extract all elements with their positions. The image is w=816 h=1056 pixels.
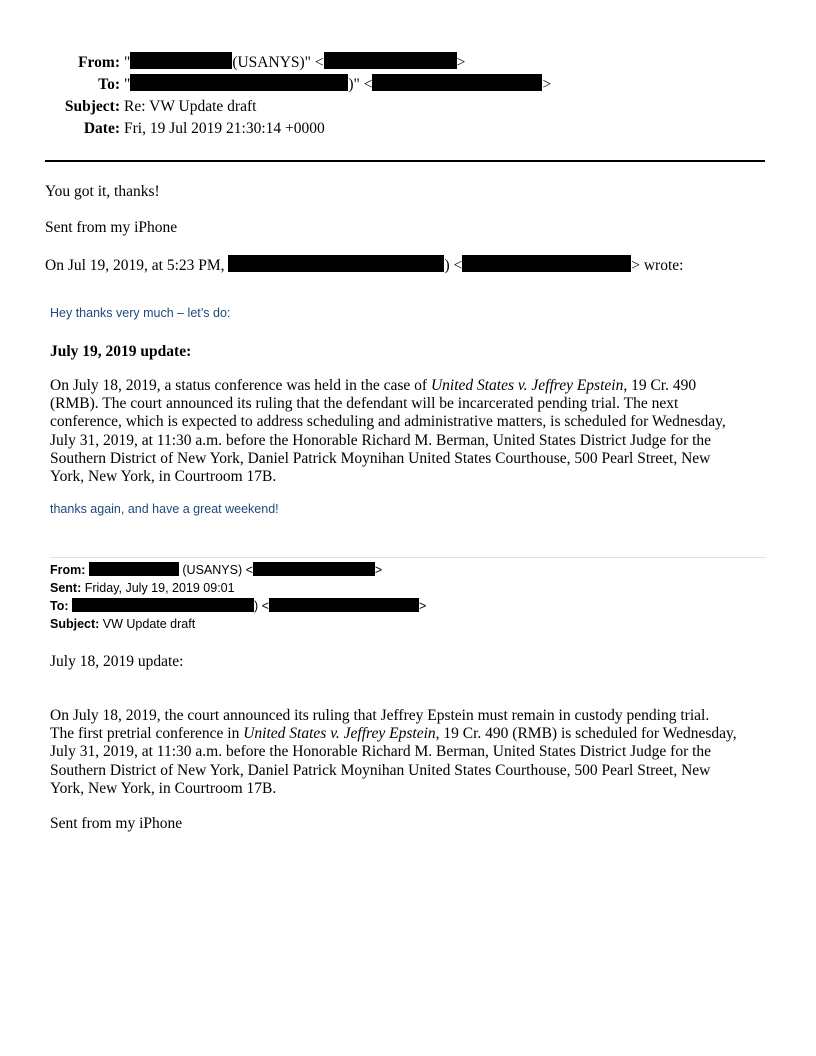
from-org: (USANYS)" < bbox=[232, 54, 324, 71]
redaction-block bbox=[253, 562, 375, 576]
redaction-block bbox=[269, 598, 419, 612]
quoted-greeting: Hey thanks very much – let’s do: bbox=[50, 306, 231, 320]
paragraph-line: York, New York, in Courtroom 17B. bbox=[50, 779, 277, 797]
to-mid: )" < bbox=[348, 76, 373, 93]
to-label: To: bbox=[98, 76, 120, 93]
fwd-subject-label: Subject: bbox=[50, 617, 100, 631]
from-open-quote: " bbox=[124, 54, 131, 71]
reply-signature: Sent from my iPhone bbox=[45, 219, 178, 236]
redaction-block bbox=[462, 255, 631, 272]
date-value: Fri, 19 Jul 2019 21:30:14 +0000 bbox=[124, 120, 325, 137]
fwd-to-mid: ) < bbox=[254, 599, 269, 613]
redaction-block bbox=[130, 74, 348, 91]
quote-end: > wrote: bbox=[631, 257, 684, 274]
quote-intro: On Jul 19, 2019, at 5:23 PM, bbox=[45, 257, 229, 274]
paragraph-line: (RMB). The court announced its ruling that the defendant will be incarcerated pending trial. The next bbox=[50, 395, 679, 413]
to-open-quote: " bbox=[124, 76, 131, 93]
text-run: On July 18, 2019, a status conference was held in the case of bbox=[50, 377, 431, 394]
email-header bbox=[0, 52, 551, 140]
paragraph-line: July 31, 2019, at 11:30 a.m. before the Honorable Richard M. Berman, United States District Judge for the bbox=[50, 743, 712, 761]
original-signature: Sent from my iPhone bbox=[50, 815, 183, 832]
text-run: , 19 Cr. 490 bbox=[623, 377, 697, 394]
paragraph-line: Southern District of New York, Daniel Patrick Moynihan United States Courthouse, 500 Pearl Street, New bbox=[50, 449, 711, 467]
original-paragraph bbox=[50, 707, 765, 798]
from-label: From: bbox=[78, 54, 120, 71]
fwd-sent-row bbox=[50, 579, 426, 597]
header-divider bbox=[45, 160, 765, 162]
to-row bbox=[0, 74, 551, 96]
subject-row bbox=[0, 96, 551, 118]
paragraph-line: Southern District of New York, Daniel Patrick Moynihan United States Courthouse, 500 Pearl Street, New bbox=[50, 761, 711, 779]
fwd-subject-row bbox=[50, 615, 426, 633]
quote-intro-line bbox=[45, 255, 683, 275]
redaction-block bbox=[130, 52, 232, 69]
paragraph-line bbox=[50, 377, 765, 395]
paragraph-line bbox=[50, 725, 765, 743]
date-label: Date: bbox=[83, 120, 120, 137]
fwd-to-label: To: bbox=[50, 599, 69, 613]
fwd-to-row bbox=[50, 597, 426, 615]
quoted-closing: thanks again, and have a great weekend! bbox=[50, 502, 279, 516]
case-name: United States v. Jeffrey Epstein bbox=[243, 725, 436, 743]
text-run: The first pretrial conference in bbox=[50, 725, 244, 743]
fwd-from-row bbox=[50, 561, 426, 579]
quote-mid: ) < bbox=[444, 257, 463, 274]
paragraph-line: conference, which is expected to address scheduling and administrative matters, is scheduled for Wednesday, bbox=[50, 413, 726, 431]
date-row bbox=[0, 118, 551, 140]
redaction-block bbox=[372, 74, 542, 91]
from-row bbox=[0, 52, 551, 74]
reply-text: You got it, thanks! bbox=[45, 183, 160, 200]
fwd-to-close: > bbox=[418, 599, 427, 613]
text-run: , 19 Cr. 490 (RMB) is scheduled for Wednesday, bbox=[435, 725, 737, 743]
original-heading: July 18, 2019 update: bbox=[50, 653, 184, 670]
subject-value: Re: VW Update draft bbox=[124, 98, 257, 115]
subject-label: Subject: bbox=[64, 98, 120, 115]
redaction-block bbox=[72, 598, 254, 612]
forwarded-header bbox=[50, 561, 426, 633]
fwd-from-label: From: bbox=[50, 563, 86, 577]
paragraph-line: July 31, 2019, at 11:30 a.m. before the Honorable Richard M. Berman, United States District Judge for the bbox=[50, 431, 712, 449]
forward-divider bbox=[50, 557, 766, 558]
paragraph-line: York, New York, in Courtroom 17B. bbox=[50, 468, 277, 486]
from-close: > bbox=[456, 54, 466, 71]
redaction-block bbox=[324, 52, 457, 69]
fwd-from-org: (USANYS) < bbox=[178, 563, 253, 577]
case-name: United States v. Jeffrey Epstein bbox=[430, 377, 624, 394]
to-close: > bbox=[542, 76, 552, 93]
paragraph-line: On July 18, 2019, the court announced its ruling that Jeffrey Epstein must remain in custody pending trial. bbox=[50, 707, 710, 724]
redaction-block bbox=[89, 562, 179, 576]
redaction-block bbox=[228, 255, 444, 272]
quoted-update-paragraph bbox=[50, 377, 765, 486]
fwd-from-close: > bbox=[374, 563, 383, 577]
fwd-subject-value: VW Update draft bbox=[99, 617, 196, 631]
fwd-sent-value: Friday, July 19, 2019 09:01 bbox=[81, 581, 235, 595]
update-heading: July 19, 2019 update: bbox=[50, 343, 192, 360]
fwd-sent-label: Sent: bbox=[50, 581, 82, 595]
